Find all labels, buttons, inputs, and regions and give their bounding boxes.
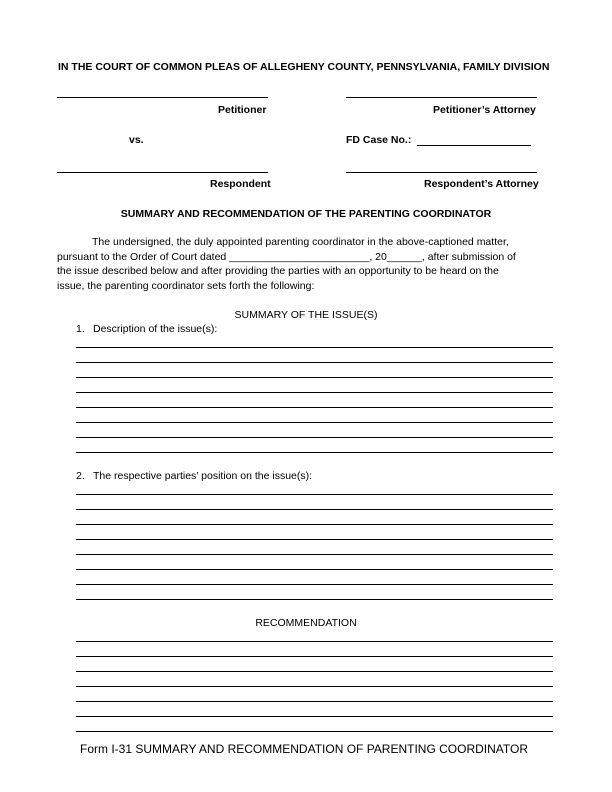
item2-number: 2. <box>76 470 85 482</box>
item2-write-line[interactable] <box>76 554 553 555</box>
summary-heading: SUMMARY OF THE ISSUE(S) <box>234 309 378 321</box>
recommendation-write-line[interactable] <box>76 701 553 702</box>
respondent-attorney-label: Respondent’s Attorney <box>424 178 539 190</box>
item2-write-line[interactable] <box>76 584 553 585</box>
intro-line-4: issue, the parenting coordinator sets forth the following: <box>57 280 315 292</box>
item2-write-line[interactable] <box>76 494 553 495</box>
court-header: IN THE COURT OF COMMON PLEAS OF ALLEGHENY COUNTY, PENNSYLVANIA, FAMILY DIVISION <box>58 61 550 73</box>
item1-label: Description of the issue(s): <box>93 323 218 335</box>
recommendation-heading: RECOMMENDATION <box>255 617 357 629</box>
intro-line-1: The undersigned, the duly appointed parenting coordinator in the above-captioned matter, <box>92 236 509 248</box>
item1-write-line[interactable] <box>76 422 553 423</box>
item2-write-line[interactable] <box>76 539 553 540</box>
recommendation-write-line[interactable] <box>76 731 553 732</box>
respondent-attorney-line[interactable] <box>346 172 537 173</box>
vs-label: vs. <box>129 134 144 146</box>
case-number-field[interactable] <box>417 145 531 146</box>
item2-write-line[interactable] <box>76 599 553 600</box>
document-title: SUMMARY AND RECOMMENDATION OF THE PARENTING COORDINATOR <box>120 208 492 220</box>
case-number-label: FD Case No.: <box>346 134 412 146</box>
recommendation-write-line[interactable] <box>76 641 553 642</box>
respondent-label: Respondent <box>210 178 271 190</box>
item2-write-line[interactable] <box>76 569 553 570</box>
petitioner-attorney-label: Petitioner’s Attorney <box>433 104 536 116</box>
item2-write-line[interactable] <box>76 509 553 510</box>
petitioner-label: Petitioner <box>218 104 267 116</box>
item2-label: The respective parties’ position on the issue(s): <box>93 470 313 482</box>
intro-line-2: pursuant to the Order of Court dated ________________________, 20______, after submission of <box>57 251 516 263</box>
respondent-signature-line[interactable] <box>57 172 268 173</box>
item1-number: 1. <box>76 323 85 335</box>
item1-write-line[interactable] <box>76 347 553 348</box>
recommendation-write-line[interactable] <box>76 686 553 687</box>
form-footer: Form I-31 SUMMARY AND RECOMMENDATION OF PARENTING COORDINATOR <box>80 742 529 756</box>
recommendation-write-line[interactable] <box>76 716 553 717</box>
item2-write-line[interactable] <box>76 524 553 525</box>
item1-write-line[interactable] <box>76 362 553 363</box>
item1-write-line[interactable] <box>76 452 553 453</box>
petitioner-signature-line[interactable] <box>57 97 268 98</box>
item1-write-line[interactable] <box>76 392 553 393</box>
item1-write-line[interactable] <box>76 437 553 438</box>
item1-write-line[interactable] <box>76 407 553 408</box>
petitioner-attorney-line[interactable] <box>346 97 537 98</box>
recommendation-write-line[interactable] <box>76 671 553 672</box>
item1-write-line[interactable] <box>76 377 553 378</box>
recommendation-write-line[interactable] <box>76 656 553 657</box>
intro-line-3: the issue described below and after providing the parties with an opportunity to be heard on the <box>57 265 499 277</box>
